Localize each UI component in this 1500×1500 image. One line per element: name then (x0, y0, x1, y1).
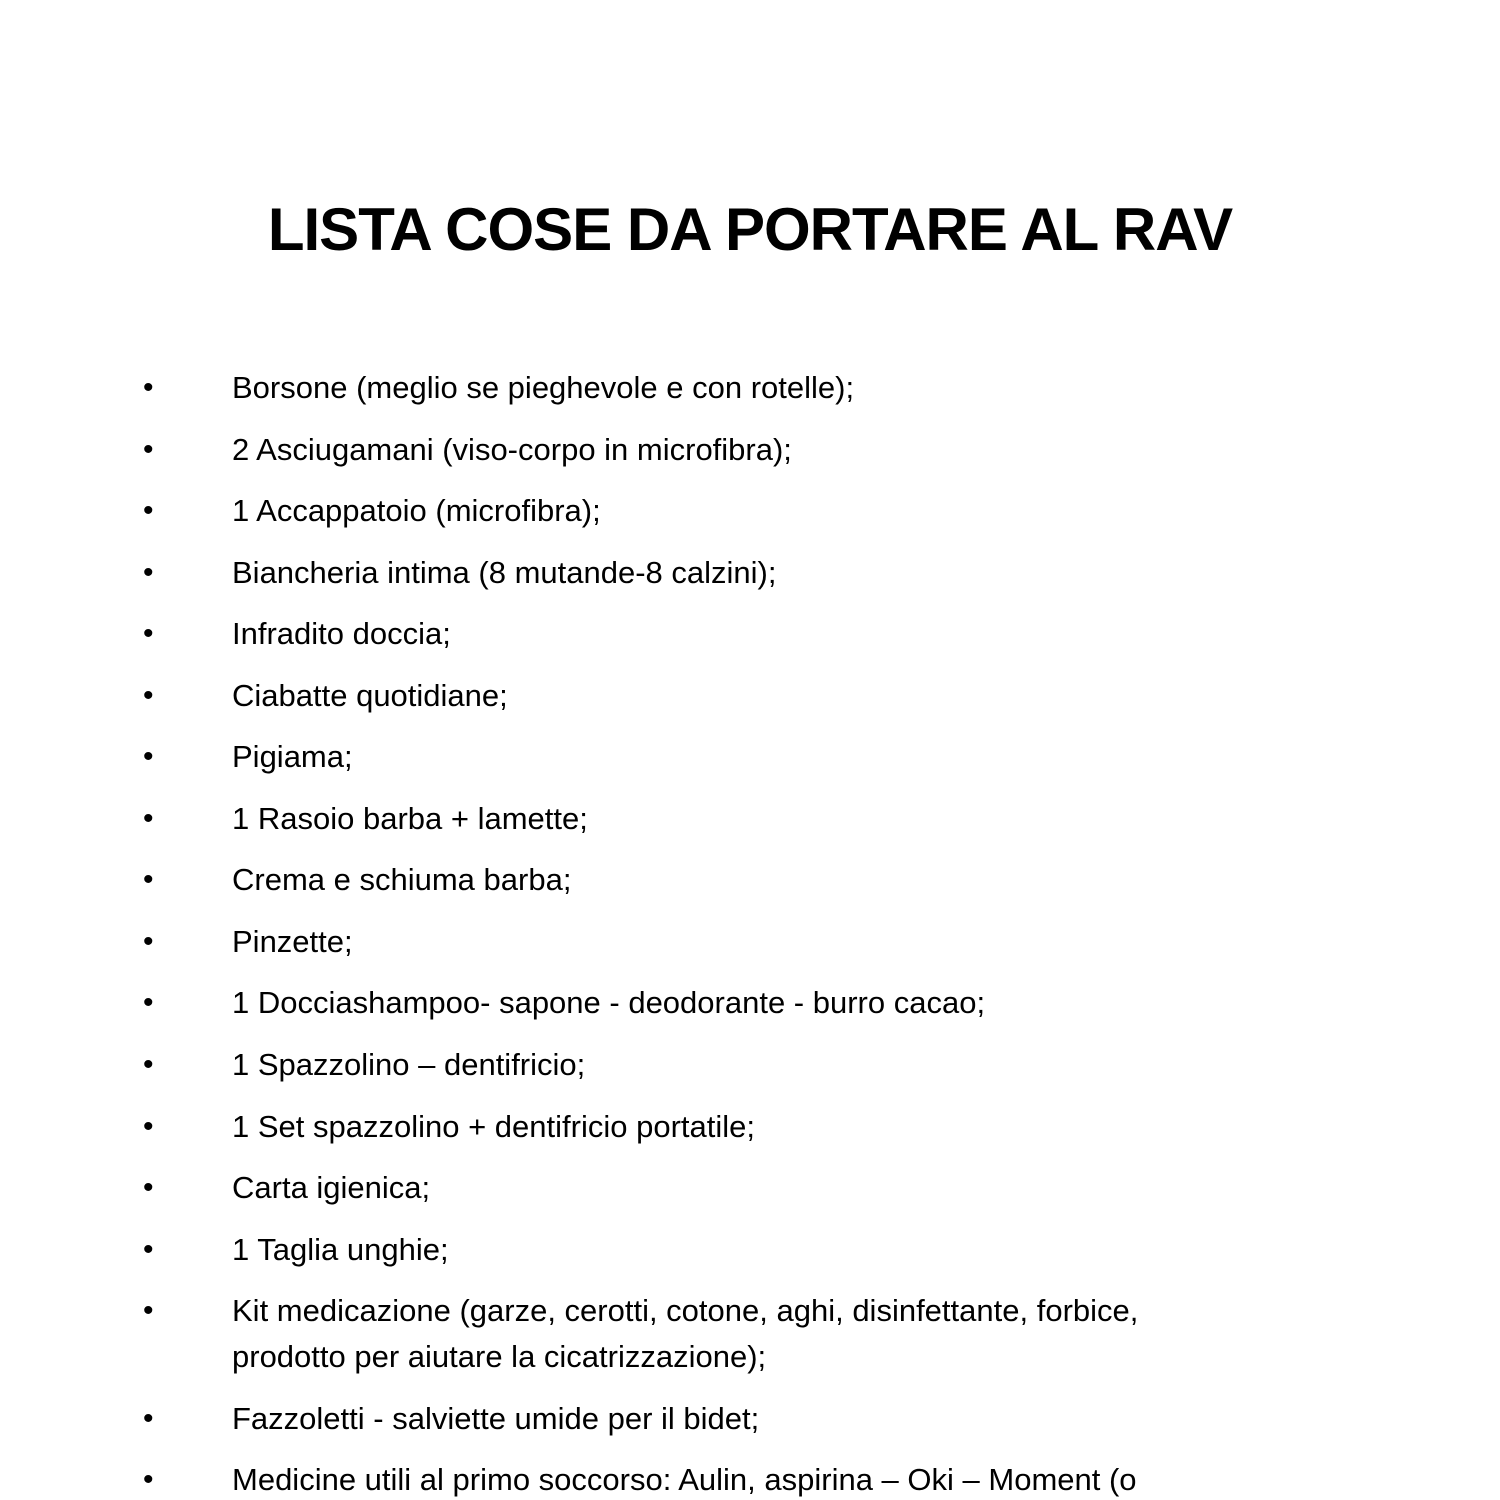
list-item-text: Pinzette; (232, 924, 353, 959)
bullet-icon: • (143, 679, 154, 712)
bullet-icon: • (143, 1402, 154, 1435)
list-item-text: Carta igienica; (232, 1170, 431, 1205)
bullet-icon: • (143, 433, 154, 466)
list-item-text: Borsone (meglio se pieghevole e con rotelle); (232, 370, 855, 405)
list-item-text: Kit medicazione (garze, cerotti, cotone, aghi, disinfettante, forbice, (232, 1293, 1139, 1328)
bullet-icon: • (143, 371, 154, 404)
list-item-text: 2 Asciugamani (viso-corpo in microfibra); (232, 432, 792, 467)
bullet-icon: • (143, 986, 154, 1019)
bullet-icon: • (143, 494, 154, 527)
bullet-icon: • (143, 1048, 154, 1081)
bullet-icon: • (143, 863, 154, 896)
bullet-icon: • (143, 1463, 154, 1496)
list-item-text: 1 Rasoio barba + lamette; (232, 801, 588, 836)
list-item-text: Medicine utili al primo soccorso: Aulin, aspirina – Oki – Moment (o (232, 1462, 1137, 1497)
list-item-text: Biancheria intima (8 mutande-8 calzini); (232, 555, 777, 590)
list-item-text: 1 Taglia unghie; (232, 1232, 449, 1267)
bullet-icon: • (143, 1171, 154, 1204)
list-item-text: Ciabatte quotidiane; (232, 678, 508, 713)
bullet-icon: • (143, 1110, 154, 1143)
bullet-icon: • (143, 617, 154, 650)
list-item-text: Pigiama; (232, 739, 353, 774)
list-item-text: 1 Set spazzolino + dentifricio portatile; (232, 1109, 755, 1144)
list-item-text: 1 Docciashampoo- sapone - deodorante - burro cacao; (232, 985, 986, 1020)
bullet-icon: • (143, 556, 154, 589)
list-item-text: 1 Accappatoio (microfibra); (232, 493, 601, 528)
list-item-text: Crema e schiuma barba; (232, 862, 572, 897)
page-title: LISTA COSE DA PORTARE AL RAV (267, 196, 1233, 263)
list-item-text: 1 Spazzolino – dentifricio; (232, 1047, 586, 1082)
bullet-icon: • (143, 1294, 154, 1327)
list-item-text: Fazzoletti - salviette umide per il bidet; (232, 1401, 760, 1436)
bullet-icon: • (143, 740, 154, 773)
bullet-icon: • (143, 1233, 154, 1266)
bullet-icon: • (143, 802, 154, 835)
list-item-text-continued: prodotto per aiutare la cicatrizzazione); (232, 1339, 767, 1374)
list-item-text: Infradito doccia; (232, 616, 451, 651)
bullet-icon: • (143, 925, 154, 958)
